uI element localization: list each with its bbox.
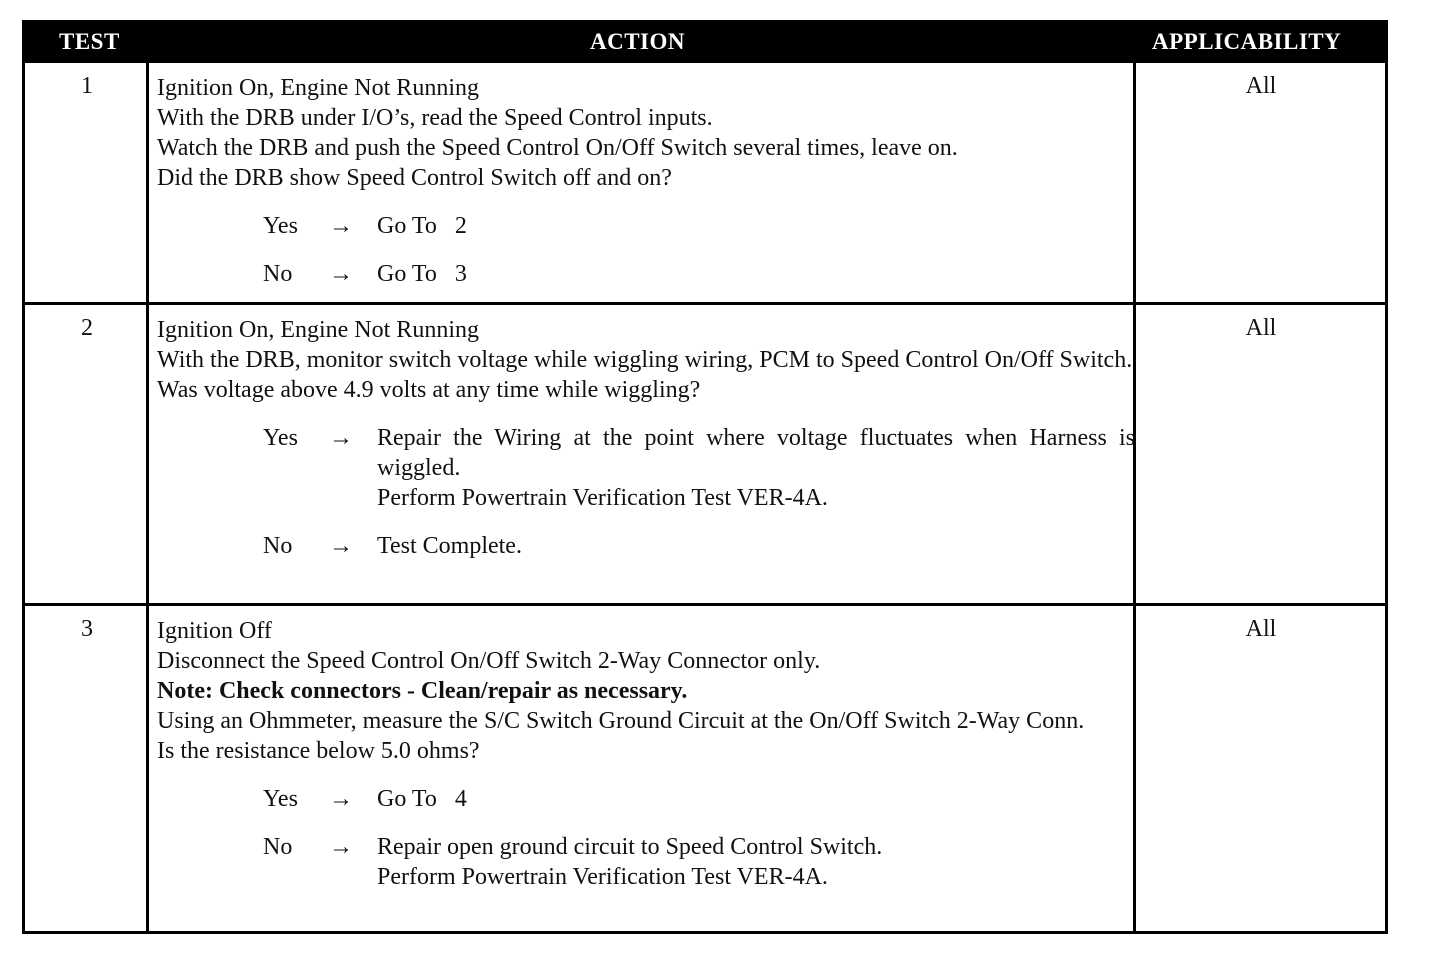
table-row [25, 305, 1385, 603]
action-line: Is the resistance below 5.0 ohms? [157, 738, 480, 764]
action-line: Did the DRB show Speed Control Switch off and on? [157, 165, 672, 191]
yes-label: Yes [263, 425, 298, 451]
no-result-line2: Perform Powertrain Verification Test VER-4A. [377, 864, 828, 890]
action-cell [157, 73, 1135, 289]
table-header [25, 23, 1385, 63]
applicability-cell: All [1245, 73, 1277, 99]
no-branch [157, 531, 1135, 561]
no-label: No [263, 533, 293, 559]
test-number: 3 [81, 616, 93, 642]
no-result: Repair open ground circuit to Speed Control Switch. [377, 834, 883, 860]
yes-result-line2: Perform Powertrain Verification Test VER-4A. [377, 485, 828, 511]
arrow-icon: → [329, 533, 353, 559]
yes-branch [157, 423, 1135, 513]
yes-result: Go To 2 [377, 213, 467, 239]
header-applicability: APPLICABILITY [1152, 29, 1342, 54]
yes-label: Yes [263, 786, 298, 812]
yes-branch [157, 211, 1135, 241]
no-result: Test Complete. [377, 533, 522, 559]
action-line: Was voltage above 4.9 volts at any time while wiggling? [157, 377, 701, 403]
arrow-icon: → [329, 425, 353, 451]
applicability-cell: All [1245, 315, 1277, 341]
yes-branch [157, 784, 1135, 814]
no-label: No [263, 834, 293, 860]
yes-label: Yes [263, 213, 298, 239]
no-label: No [263, 261, 293, 287]
applicability-cell: All [1245, 616, 1277, 642]
header-action: ACTION [590, 29, 686, 54]
table-row [25, 63, 1385, 302]
action-line: With the DRB, monitor switch voltage while wiggling wiring, PCM to Speed Control On/Off Switch. [157, 347, 1133, 373]
action-line: Using an Ohmmeter, measure the S/C Switch Ground Circuit at the On/Off Switch 2-Way Conn. [157, 708, 1085, 734]
no-branch [157, 259, 1135, 289]
arrow-icon: → [329, 834, 353, 860]
test-number: 1 [81, 73, 93, 99]
action-line: With the DRB under I/O’s, read the Speed Control inputs. [157, 105, 713, 131]
action-line: Ignition Off [157, 618, 272, 644]
arrow-icon: → [329, 786, 353, 812]
action-cell [157, 616, 1135, 892]
action-line: Watch the DRB and push the Speed Control On/Off Switch several times, leave on. [157, 135, 958, 161]
table-row [25, 606, 1385, 931]
diagnostic-table [22, 20, 1388, 934]
note-text: Note: Check connectors - Clean/repair as necessary. [157, 678, 688, 704]
yes-result: Go To 4 [377, 786, 467, 812]
test-number: 2 [81, 315, 93, 341]
arrow-icon: → [329, 213, 353, 239]
header-test: TEST [59, 29, 120, 54]
action-cell [157, 315, 1135, 561]
action-line: Disconnect the Speed Control On/Off Switch 2-Way Connector only. [157, 648, 821, 674]
no-branch [157, 832, 1135, 892]
arrow-icon: → [329, 261, 353, 287]
action-line: Ignition On, Engine Not Running [157, 75, 479, 101]
action-line: Ignition On, Engine Not Running [157, 317, 479, 343]
no-result: Go To 3 [377, 261, 467, 287]
yes-result: Repair the Wiring at the point where voltage fluctuates when Harness is wiggled. [377, 425, 1135, 481]
